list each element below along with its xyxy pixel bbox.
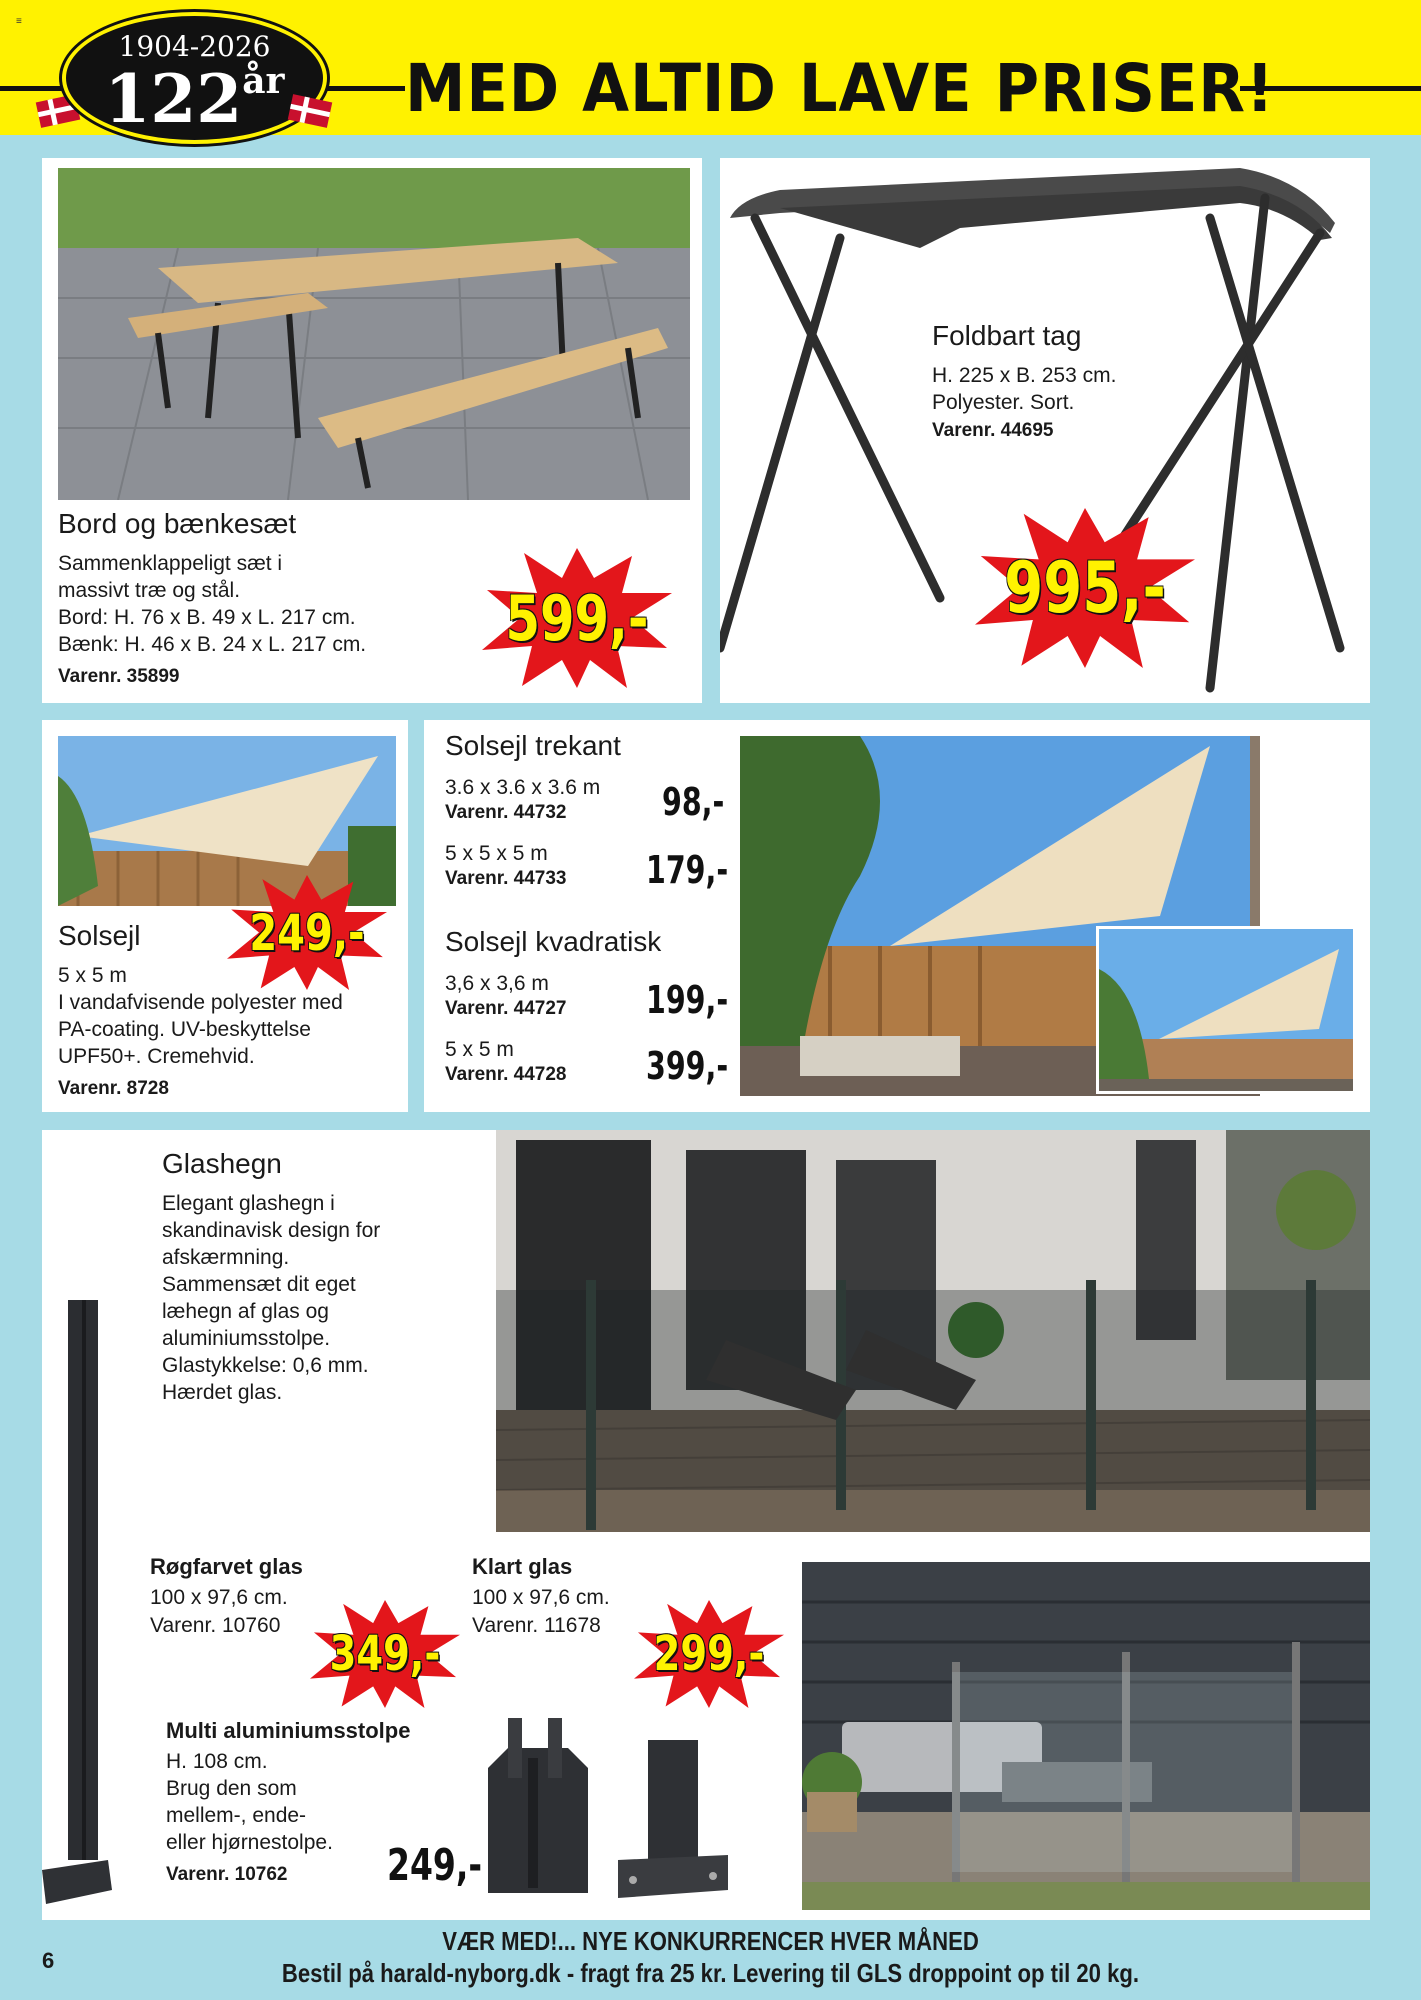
glass-fence-line: læhegn af glas og	[162, 1300, 329, 1323]
page-header	[0, 0, 1421, 138]
sun-sail-line: 5 x 5 m	[58, 964, 127, 987]
header-rule-left	[0, 86, 70, 91]
post-price: 249,-	[387, 1840, 483, 1891]
product-canopy[interactable]	[720, 158, 1370, 703]
header-rule-mid	[325, 86, 405, 91]
post-line: Brug den som	[166, 1777, 297, 1800]
clear-glass-title: Klart glas	[472, 1554, 573, 1579]
glass-fence-line: Glastykkelse: 0,6 mm.	[162, 1354, 369, 1377]
product-sun-sail[interactable]	[42, 720, 408, 1112]
glass-fence-line: afskærmning.	[162, 1246, 290, 1269]
sun-sail-price: 249,-	[249, 903, 365, 962]
post-profile-image	[478, 1718, 598, 1898]
sun-sail-title: Solsejl	[58, 920, 141, 951]
sail-square-varenr-1: Varenr. 44727	[445, 998, 567, 1019]
smoked-glass-price: 349,-	[329, 1626, 441, 1682]
footer-shipping: Bestil på harald-nyborg.dk - fragt fra 25 kr. Levering til GLS droppoint op til 20 kg.	[281, 1958, 1140, 1988]
glass-fence-line: Elegant glashegn i	[162, 1192, 335, 1215]
glass-fence-desc	[162, 1190, 380, 1406]
table-set-image	[58, 168, 690, 500]
post-foot-image	[618, 1740, 728, 1900]
sun-sail-line: UPF50+. Cremehvid.	[58, 1045, 255, 1068]
smoked-glass-size: 100 x 97,6 cm.	[150, 1586, 288, 1609]
badge-age	[66, 60, 323, 138]
product-table-set[interactable]	[42, 158, 702, 703]
glass-fence-lounge-image	[802, 1562, 1370, 1910]
headline: MED ALTID LAVE PRISER!	[405, 50, 1275, 127]
clear-glass-price: 299,-	[653, 1626, 765, 1682]
table-set-title: Bord og bænkesæt	[58, 508, 297, 539]
table-set-line: Sammenklappeligt sæt i	[58, 552, 283, 575]
sail-square-image	[1096, 926, 1356, 1094]
table-set-line: Bord: H. 76 x B. 49 x L. 217 cm.	[58, 606, 356, 629]
sail-triangle-size-1: 3.6 x 3.6 x 3.6 m	[445, 776, 601, 799]
table-set-desc	[58, 550, 366, 658]
sail-triangle-size-2: 5 x 5 x 5 m	[445, 842, 548, 865]
post-title: Multi aluminiumsstolpe	[166, 1718, 411, 1743]
badge-age-suffix: år	[242, 60, 285, 102]
sail-triangle-varenr-2: Varenr. 44733	[445, 868, 567, 889]
post-tall-image	[42, 1300, 122, 1910]
page-footer	[0, 1920, 1421, 2000]
glass-fence-title: Glashegn	[162, 1148, 282, 1179]
product-sun-sail-variants[interactable]	[424, 720, 1370, 1112]
glass-fence-line: aluminiumsstolpe.	[162, 1327, 331, 1350]
clear-glass-size: 100 x 97,6 cm.	[472, 1586, 610, 1609]
badge-years: 1904-2026	[118, 30, 271, 63]
sail-square-size-2: 5 x 5 m	[445, 1038, 514, 1061]
sun-sail-line: PA-coating. UV-beskyttelse	[58, 1018, 311, 1041]
table-set-price: 599,-	[505, 581, 649, 655]
anniversary-badge	[62, 12, 327, 144]
sail-triangle-price-1: 98,-	[662, 780, 725, 824]
post-line: H. 108 cm.	[166, 1750, 268, 1773]
canopy-price-burst	[975, 508, 1195, 668]
canopy-title: Foldbart tag	[932, 320, 1082, 351]
clear-glass-varenr: Varenr. 11678	[472, 1614, 601, 1637]
table-set-line: Bænk: H. 46 x B. 24 x L. 217 cm.	[58, 633, 367, 656]
glass-fence-line: Hærdet glas.	[162, 1381, 283, 1404]
page-number: 6	[42, 1948, 55, 1973]
sun-sail-line: I vandafvisende polyester med	[58, 991, 343, 1014]
sail-triangle-varenr-1: Varenr. 44732	[445, 802, 567, 823]
canopy-desc	[932, 362, 1116, 416]
canopy-price: 995,-	[1004, 547, 1166, 629]
product-glass-fence[interactable]	[42, 1130, 1370, 1920]
sun-sail-price-burst	[227, 875, 387, 990]
post-line: eller hjørnestolpe.	[166, 1831, 333, 1854]
canopy-line: H. 225 x B. 253 cm.	[932, 364, 1117, 387]
sail-square-title: Solsejl kvadratisk	[445, 926, 662, 957]
smoked-glass-price-burst	[310, 1600, 460, 1708]
post-line: mellem-, ende-	[166, 1804, 307, 1827]
footer-competition: VÆR MED!... NYE KONKURRENCER HVER MÅNED	[442, 1926, 979, 1956]
post-varenr: Varenr. 10762	[166, 1864, 288, 1885]
post-desc	[166, 1748, 333, 1856]
badge-age-number: 122	[104, 60, 243, 138]
table-set-line: massivt træ og stål.	[58, 579, 241, 602]
smoked-glass-varenr: Varenr. 10760	[150, 1614, 281, 1637]
sail-square-price-2: 399,-	[646, 1044, 729, 1088]
glass-fence-line: skandinavisk design for	[162, 1219, 381, 1242]
sail-triangle-title: Solsejl trekant	[445, 730, 621, 761]
sail-square-price-1: 199,-	[646, 978, 729, 1022]
smoked-glass-title: Røgfarvet glas	[150, 1554, 303, 1579]
sail-square-size-1: 3,6 x 3,6 m	[445, 972, 549, 995]
menu-icon: ≡	[16, 16, 22, 27]
glass-fence-terrace-image	[496, 1130, 1370, 1532]
canopy-varenr: Varenr. 44695	[932, 420, 1054, 441]
canopy-line: Polyester. Sort.	[932, 391, 1075, 414]
table-set-price-burst	[482, 548, 672, 688]
sail-square-varenr-2: Varenr. 44728	[445, 1064, 567, 1085]
glass-fence-line: Sammensæt dit eget	[162, 1273, 356, 1296]
sail-triangle-price-2: 179,-	[646, 848, 729, 892]
table-set-varenr: Varenr. 35899	[58, 666, 180, 687]
clear-glass-price-burst	[634, 1600, 784, 1708]
sun-sail-varenr: Varenr. 8728	[58, 1078, 169, 1099]
